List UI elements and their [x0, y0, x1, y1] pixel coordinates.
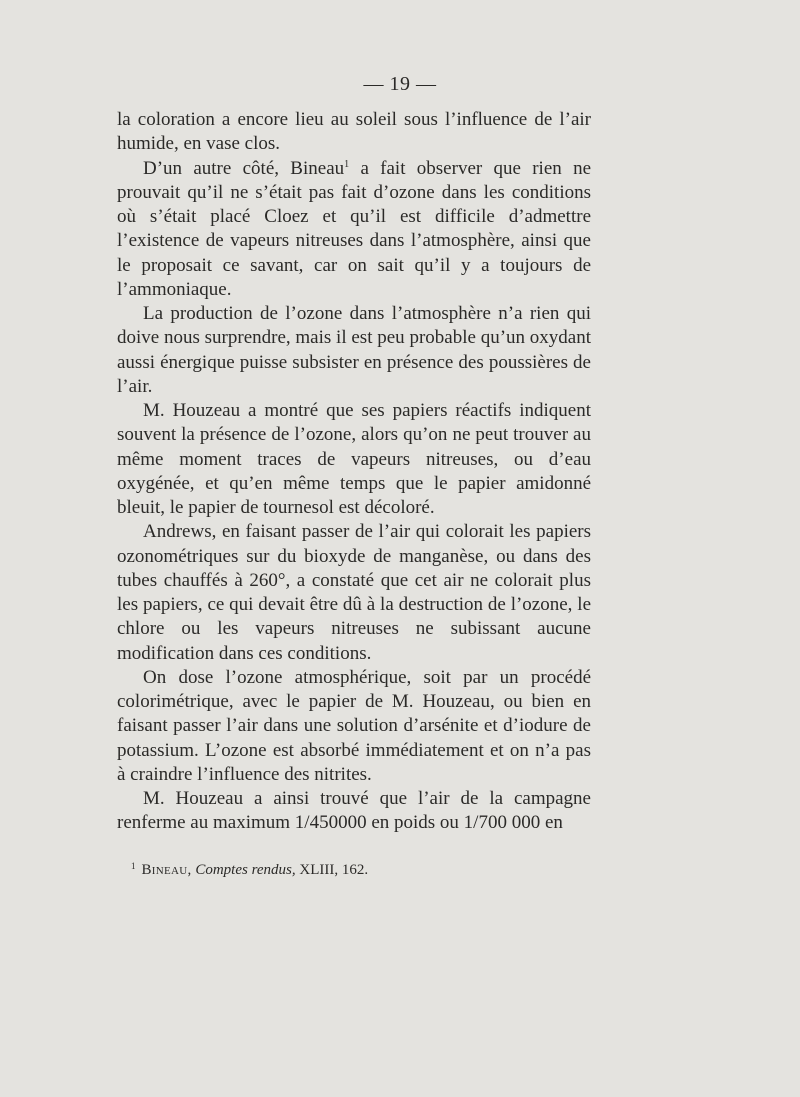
footnote-mark: 1 [131, 861, 136, 871]
paragraph-7: M. Houzeau a ainsi trouvé que l’air de la campagne renferme au maximum 1/450000 en poids ou 1/700 000 en [117, 788, 591, 834]
footnote-reference: 1 [344, 158, 350, 170]
paragraph-6: On dose l’ozone atmosphérique, soit par un procédé colorimétrique, avec le papier de M. Houzeau, ou bien en faisant passer l’air dans une solution d’arsénite et d’iodure de potassium. L’ozone est absorbé immédiatement et on n’a pas à craindre l’influence des nitrites. [117, 666, 591, 785]
paragraph-2-text-b: a fait observer que rien ne prouvait qu’il ne s’était pas fait d’ozone dans les conditions où s’était placé Cloez et qu’il est difficile d’admettre l’existence de vapeurs nitreuses dans l’atmosphère, ainsi que le proposait ce savant, car on sait qu’il y a toujours de l’ammoniaque. [117, 157, 592, 300]
paragraph-4: M. Houzeau a montré que ses papiers réactifs indiquent souvent la présence de l’ozone, alors qu’on ne peut trouver au même moment traces de vapeurs nitreuses, ou d’eau oxygénée, et qu’en même temps que le papier amidonné bleuit, le papier de tournesol est décoloré. [117, 400, 591, 518]
footnote-reference-detail: XLIII, 162. [299, 862, 369, 878]
body-text [117, 108, 591, 836]
paragraph-2-text-a: D’un autre côté, Bineau [143, 157, 345, 179]
footnote-title: Comptes rendus, [195, 862, 296, 878]
paragraph-3: La production de l’ozone dans l’atmosphère n’a rien qui doive nous surprendre, mais il est peu probable qu’un oxydant aussi énergique puisse subsister en présence des poussières de l’air. [117, 303, 591, 397]
paragraph-5: Andrews, en faisant passer de l’air qui colorait les papiers ozonométriques sur du bioxyde de manganèse, ou dans des tubes chauffés à 260°, a constaté que cet air ne colorait plus les papiers, ce qui devait être dû à la destruction de l’ozone, le chlore ou les vapeurs nitreuses ne subissant aucune modification dans ces conditions. [117, 521, 591, 664]
paragraph-1: la coloration a encore lieu au soleil sous l’influence de l’air humide, en vase clos. [117, 109, 591, 155]
page-number: — 19 — [363, 73, 437, 95]
footnote [131, 856, 591, 880]
paragraph-2 [117, 157, 591, 303]
footnote-author: Bineau, [141, 862, 192, 878]
